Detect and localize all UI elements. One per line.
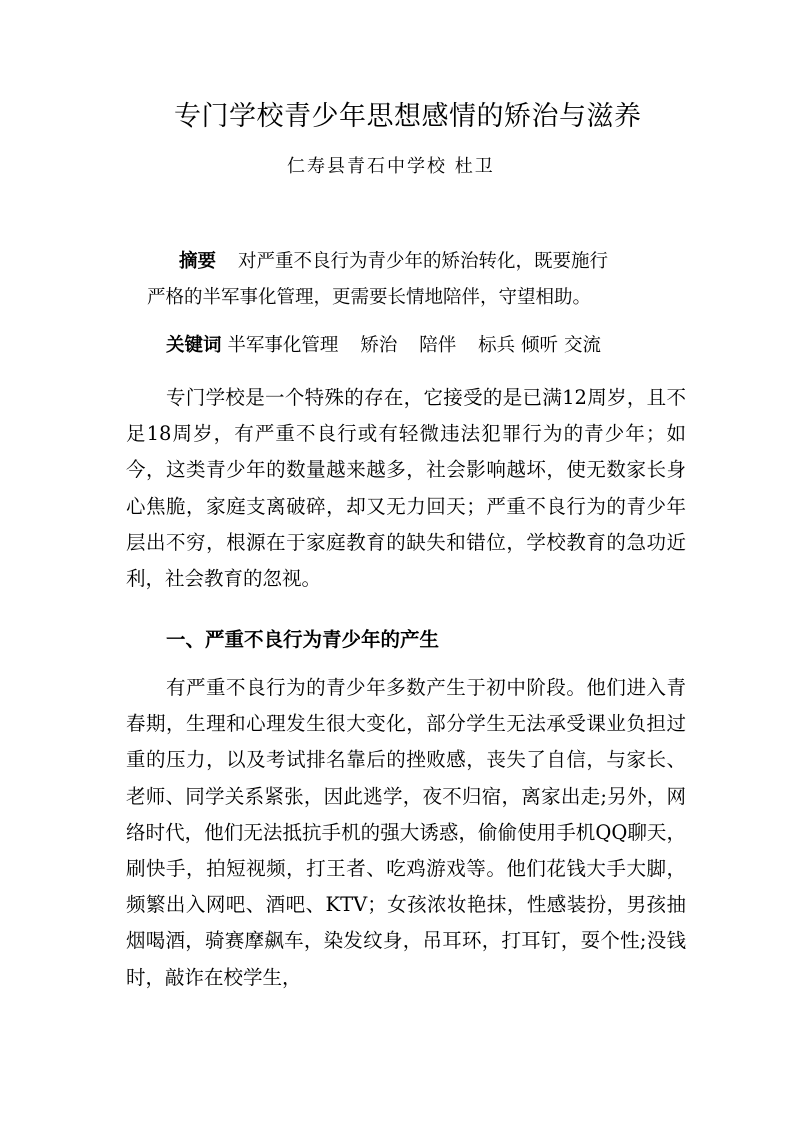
section-heading-1: 一、严重不良行为青少年的产生	[166, 628, 440, 651]
abstract-block	[147, 244, 687, 316]
body-paragraph-2: 有严重不良行为的青少年多数产生于初中阶段。他们进入青春期，生理和心理发生很大变化，部分学生无法承受课业负担过重的压力，以及考试排名靠后的挫败感，丧失了自信，与家长、老师、同学关系紧张，因此逃学，夜不归宿，离家出走;另外，网络时代，他们无法抵抗手机的强大诱惑，偷偷使用手机QQ聊天，刷快手，拍短视频，打王者、吃鸡游戏等。他们花钱大手大脚，频繁出入网吧、酒吧、KTV；女孩浓妆艳抹，性感装扮，男孩抽烟喝酒，骑赛摩飙车，染发纹身，吊耳环，打耳钉，耍个性;没钱时，敲诈在校学生，	[126, 676, 686, 989]
document-title: 专门学校青少年思想感情的矫治与滋养	[174, 101, 642, 132]
author-line: 仁寿县青石中学校 杜卫	[287, 156, 495, 177]
keyword-item: 半军事化管理	[227, 335, 339, 356]
body-paragraph-1: 专门学校是一个特殊的存在，它接受的是已满12周岁，且不足18周岁，有严重不良行或有轻微违法犯罪行为的青少年；如今，这类青少年的数量越来越多，社会影响越坏，使无数家长身心焦脆，家庭支离破碎，却又无力回天；严重不良行为的青少年层出不穷，根源在于家庭教育的缺失和错位，学校教育的急功近利，社会教育的忽视。	[126, 386, 686, 591]
keyword-item: 标兵	[478, 335, 516, 356]
abstract-label: 摘要	[179, 251, 217, 272]
keyword-item: 陪伴	[419, 335, 457, 356]
keyword-item: 倾听	[521, 335, 559, 356]
keywords-label: 关键词	[166, 335, 222, 356]
keyword-item: 交流	[563, 335, 601, 356]
abstract-line-2: 严格的半军事化管理，更需要长情地陪伴，守望相助。	[147, 287, 592, 308]
keywords-line	[166, 331, 601, 357]
abstract-line-1	[147, 244, 687, 280]
abstract-text-1: 对严重不良行为青少年的矫治转化，既要施行	[238, 251, 609, 272]
keyword-item: 矫治	[360, 335, 398, 356]
